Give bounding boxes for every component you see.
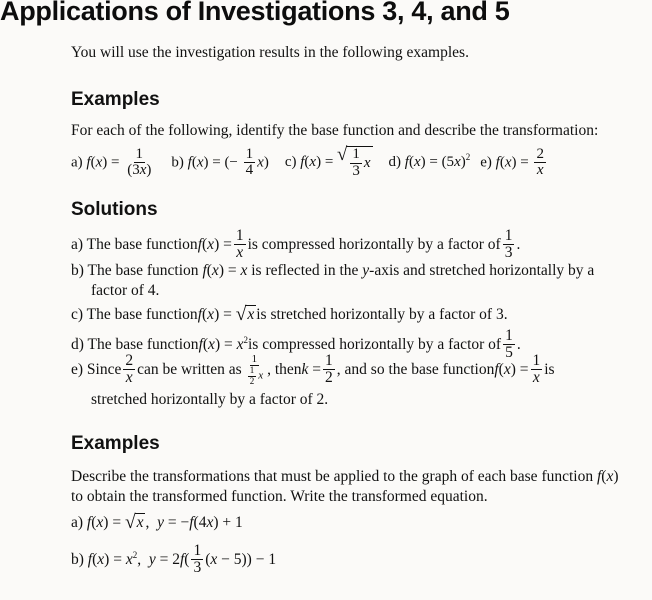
solution-c: c) The base function f(x) = √ x is stretched horizontally by a factor of 3. [71, 304, 508, 325]
example-e: e) f(x) = $\frac{2}{x}$ [480, 145, 544, 179]
example2-b: b) $f(x) = x^2$, y = 2f( $\frac{1}{3}$ (x − 5)) − 1 [71, 542, 277, 577]
solution-e: e) Since $\frac{2}{x}$ can be written as 1 $\frac{1}{2}$ x , then k = $\frac{1}{2}$ , and so the base function f(x) = $\frac{1}{x}$ is [71, 352, 555, 387]
solution-b: b) The base function f(x) = x is reflected in the y-axis and stretched horizontally by a [71, 262, 595, 279]
solution-e-line2: stretched horizontally by a factor of 2. [91, 391, 329, 408]
examples-list-1 [71, 146, 548, 180]
solution-d: d) The base function $f(x) = x^2$ is compressed horizontally by a factor of $\frac{1}{5}$ . [71, 327, 521, 362]
examples-heading-1: Examples [71, 89, 160, 110]
example-c: c) f(x) = √ $\frac{1}{3}$ x [284, 144, 371, 179]
example-d: d) $f(x) = (5x)^2$ [388, 152, 471, 171]
examples-heading-2: Examples [71, 433, 160, 454]
solution-b-line2: factor of 4. [91, 282, 160, 299]
examples-prompt-1: For each of the following, identify the base function and describe the transformation: [71, 122, 599, 139]
example2-a: a) f(x) = √ x , y = −f(4x) + 1 [71, 512, 243, 533]
examples-prompt-2-line1: Describe the transformations that must be applied to the graph of each base function f(x) [71, 468, 619, 485]
intro-text: You will use the investigation results in the following examples. [71, 44, 469, 61]
examples-prompt-2-line2: to obtain the transformed function. Write the transformed equation. [71, 488, 488, 505]
example-a: a) f(x) = $\frac{1}{(3x)}$ [71, 145, 152, 179]
page-title: Applications of Investigations 3, 4, and 5 [0, 0, 510, 26]
solution-a: a) The base function f(x) = $\frac{1}{x}$ is compressed horizontally by a factor of $\frac{1}{3}$ . [71, 227, 521, 262]
example-b: b) f(x) = (− $\frac{1}{4}$ x) [171, 145, 269, 179]
solutions-heading: Solutions [71, 199, 158, 220]
